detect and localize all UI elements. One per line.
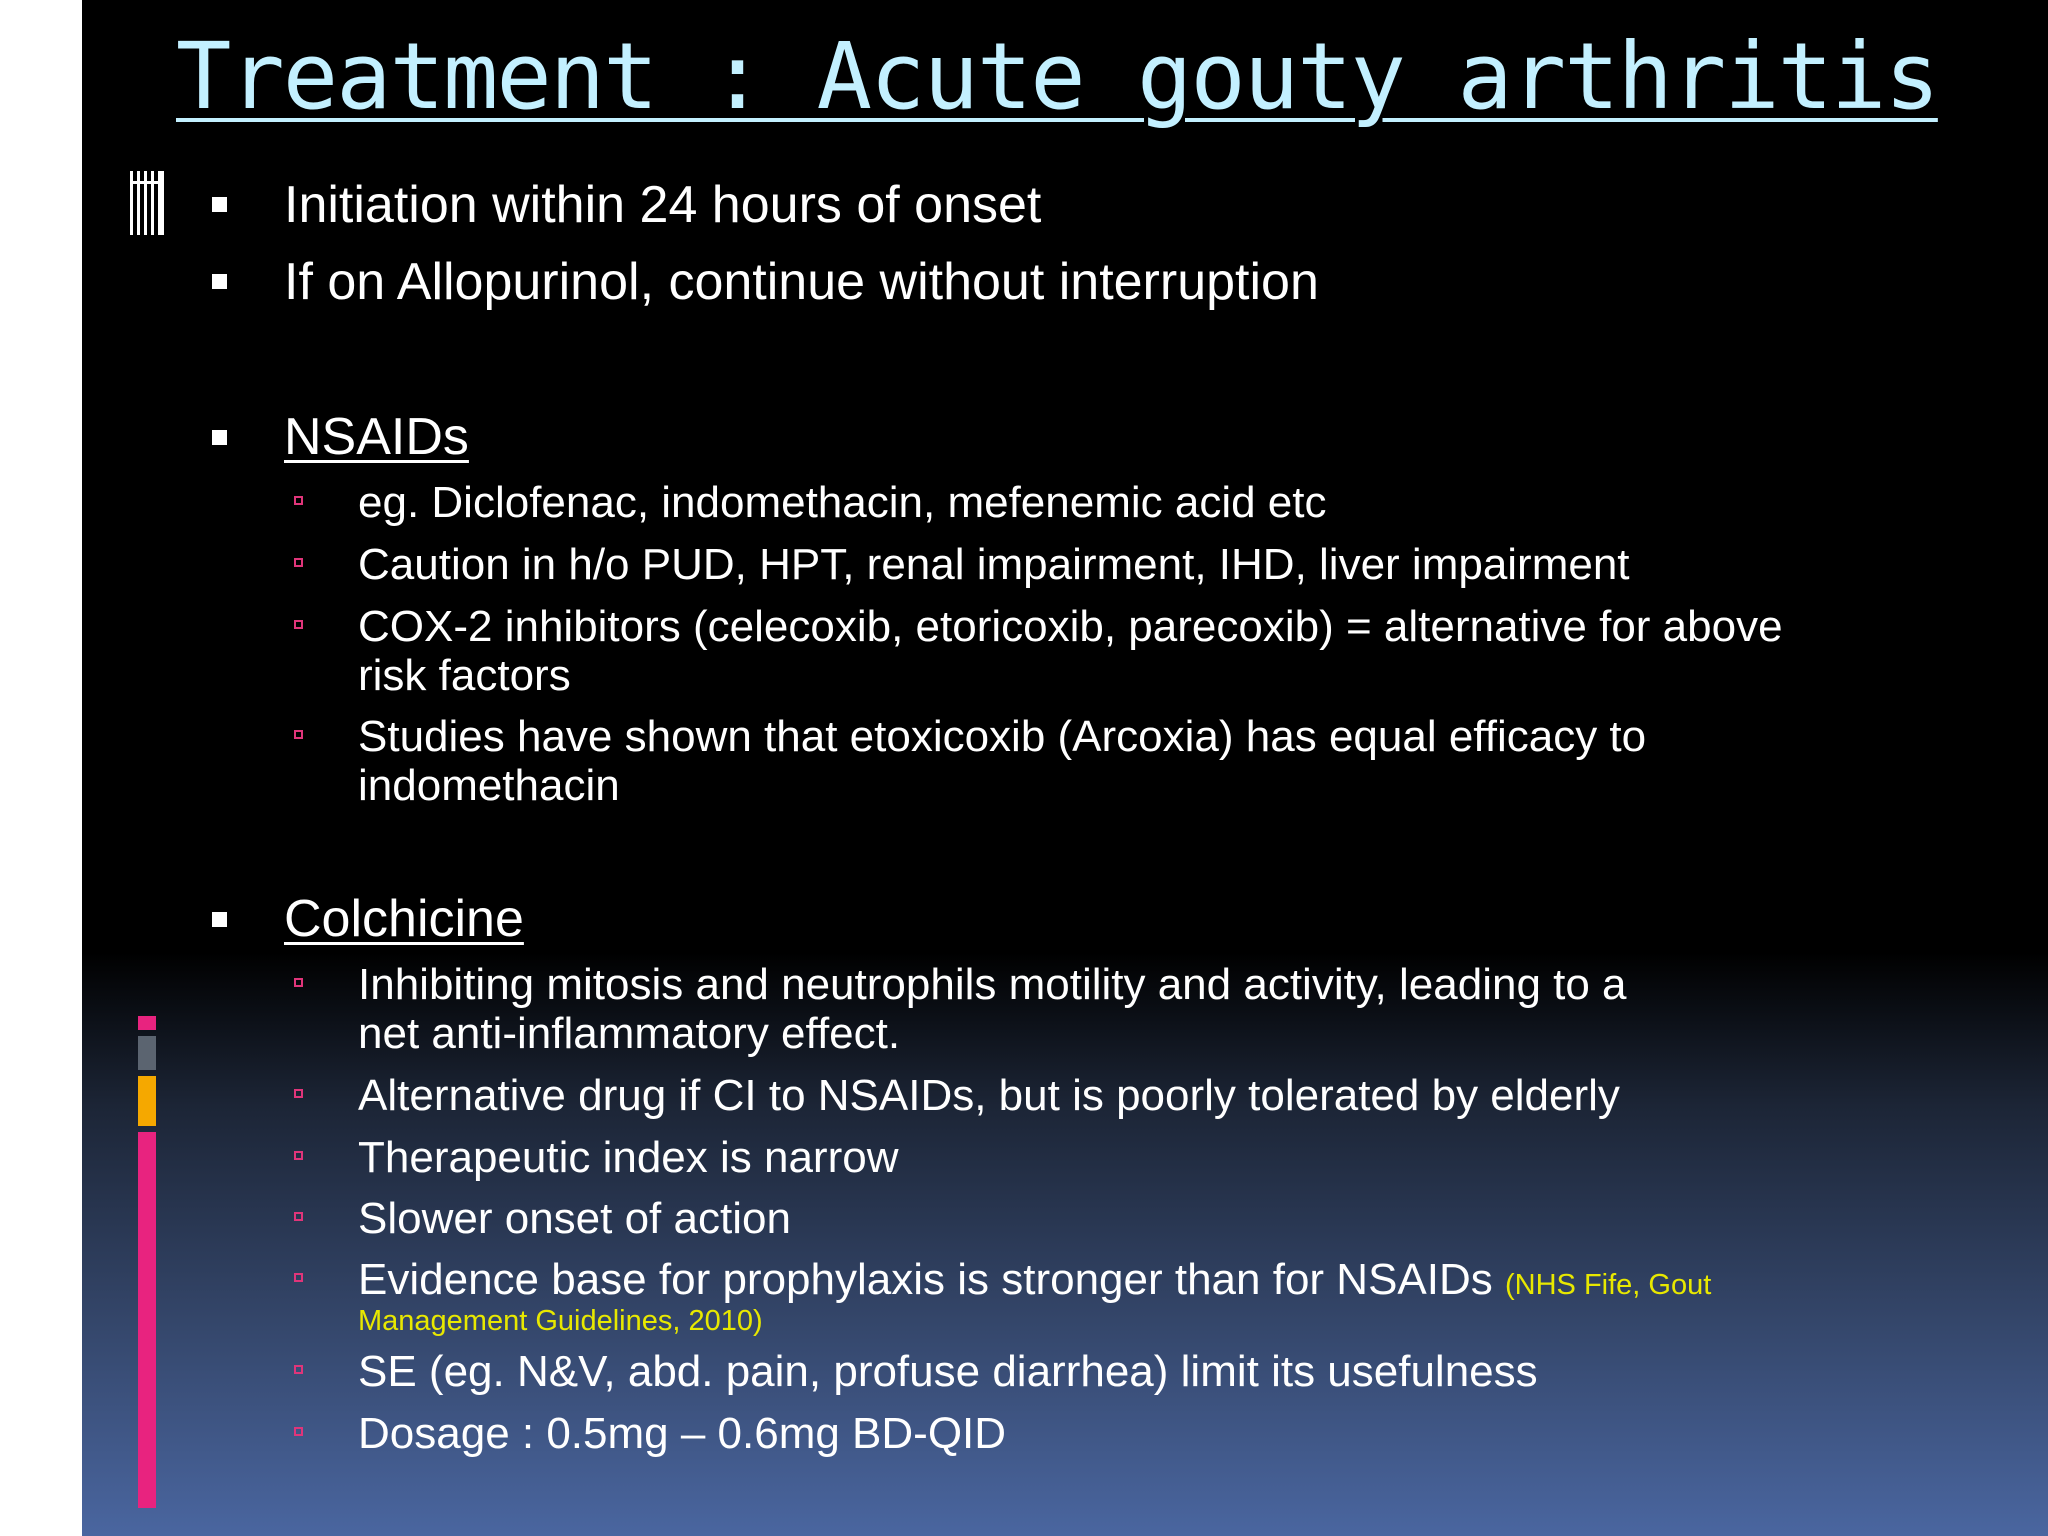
nsaids-item: COX-2 inhibitors (celecoxib, etoricoxib, parecoxib) = alternative for above: [358, 602, 1783, 651]
accent-bar-grey: [138, 1036, 156, 1070]
nsaids-heading: NSAIDs: [284, 408, 469, 466]
sub-bullet-marker: [294, 1365, 303, 1374]
sub-bullet-marker: [294, 496, 303, 505]
bullet-marker: [212, 274, 227, 289]
nsaids-item: Caution in h/o PUD, HPT, renal impairment, IHD, liver impairment: [358, 540, 1630, 589]
accent-bar-pink: [138, 1132, 156, 1508]
colchicine-item-continued: net anti-inflammatory effect.: [358, 1009, 901, 1058]
citation-continued: Management Guidelines, 2010): [358, 1305, 763, 1337]
sub-bullet-marker: [294, 1089, 303, 1098]
sub-bullet-marker: [294, 1273, 303, 1282]
bullet-item: If on Allopurinol, continue without interruption: [284, 253, 1319, 311]
citation: (NHS Fife, Gout: [1505, 1269, 1712, 1301]
sub-bullet-marker: [294, 1212, 303, 1221]
colchicine-heading: Colchicine: [284, 890, 524, 948]
bullet-marker: [212, 912, 227, 927]
nsaids-item-continued: risk factors: [358, 651, 571, 700]
sub-bullet-marker: [294, 620, 303, 629]
colchicine-item: Therapeutic index is narrow: [358, 1133, 899, 1182]
colchicine-item: Inhibiting mitosis and neutrophils motility and activity, leading to a: [358, 960, 1627, 1009]
colchicine-item: Evidence base for prophylaxis is stronger than for NSAIDs: [358, 1255, 1493, 1304]
slide-title: Treatment : Acute gouty arthritis: [176, 23, 1938, 130]
sub-bullet-marker: [294, 1151, 303, 1160]
nsaids-item: Studies have shown that etoxicoxib (Arcoxia) has equal efficacy to: [358, 712, 1647, 761]
bullet-item: Initiation within 24 hours of onset: [284, 176, 1042, 234]
bullet-marker: [212, 430, 227, 445]
nsaids-item-continued: indomethacin: [358, 761, 620, 810]
left-margin: [0, 0, 82, 1536]
accent-bar-orange: [138, 1076, 156, 1126]
nsaids-item: eg. Diclofenac, indomethacin, mefenemic acid etc: [358, 478, 1327, 527]
accent-bar-pink-top: [138, 1016, 156, 1030]
sub-bullet-marker: [294, 978, 303, 987]
colchicine-item: Dosage : 0.5mg – 0.6mg BD-QID: [358, 1409, 1007, 1458]
decorative-lines-icon: [130, 171, 164, 235]
sub-bullet-marker: [294, 1427, 303, 1436]
sub-bullet-marker: [294, 558, 303, 567]
colchicine-item: Slower onset of action: [358, 1194, 791, 1243]
sub-bullet-marker: [294, 730, 303, 739]
bullet-marker: [212, 197, 227, 212]
colchicine-item: Alternative drug if CI to NSAIDs, but is poorly tolerated by elderly: [358, 1071, 1620, 1120]
colchicine-item: SE (eg. N&V, abd. pain, profuse diarrhea) limit its usefulness: [358, 1347, 1538, 1396]
